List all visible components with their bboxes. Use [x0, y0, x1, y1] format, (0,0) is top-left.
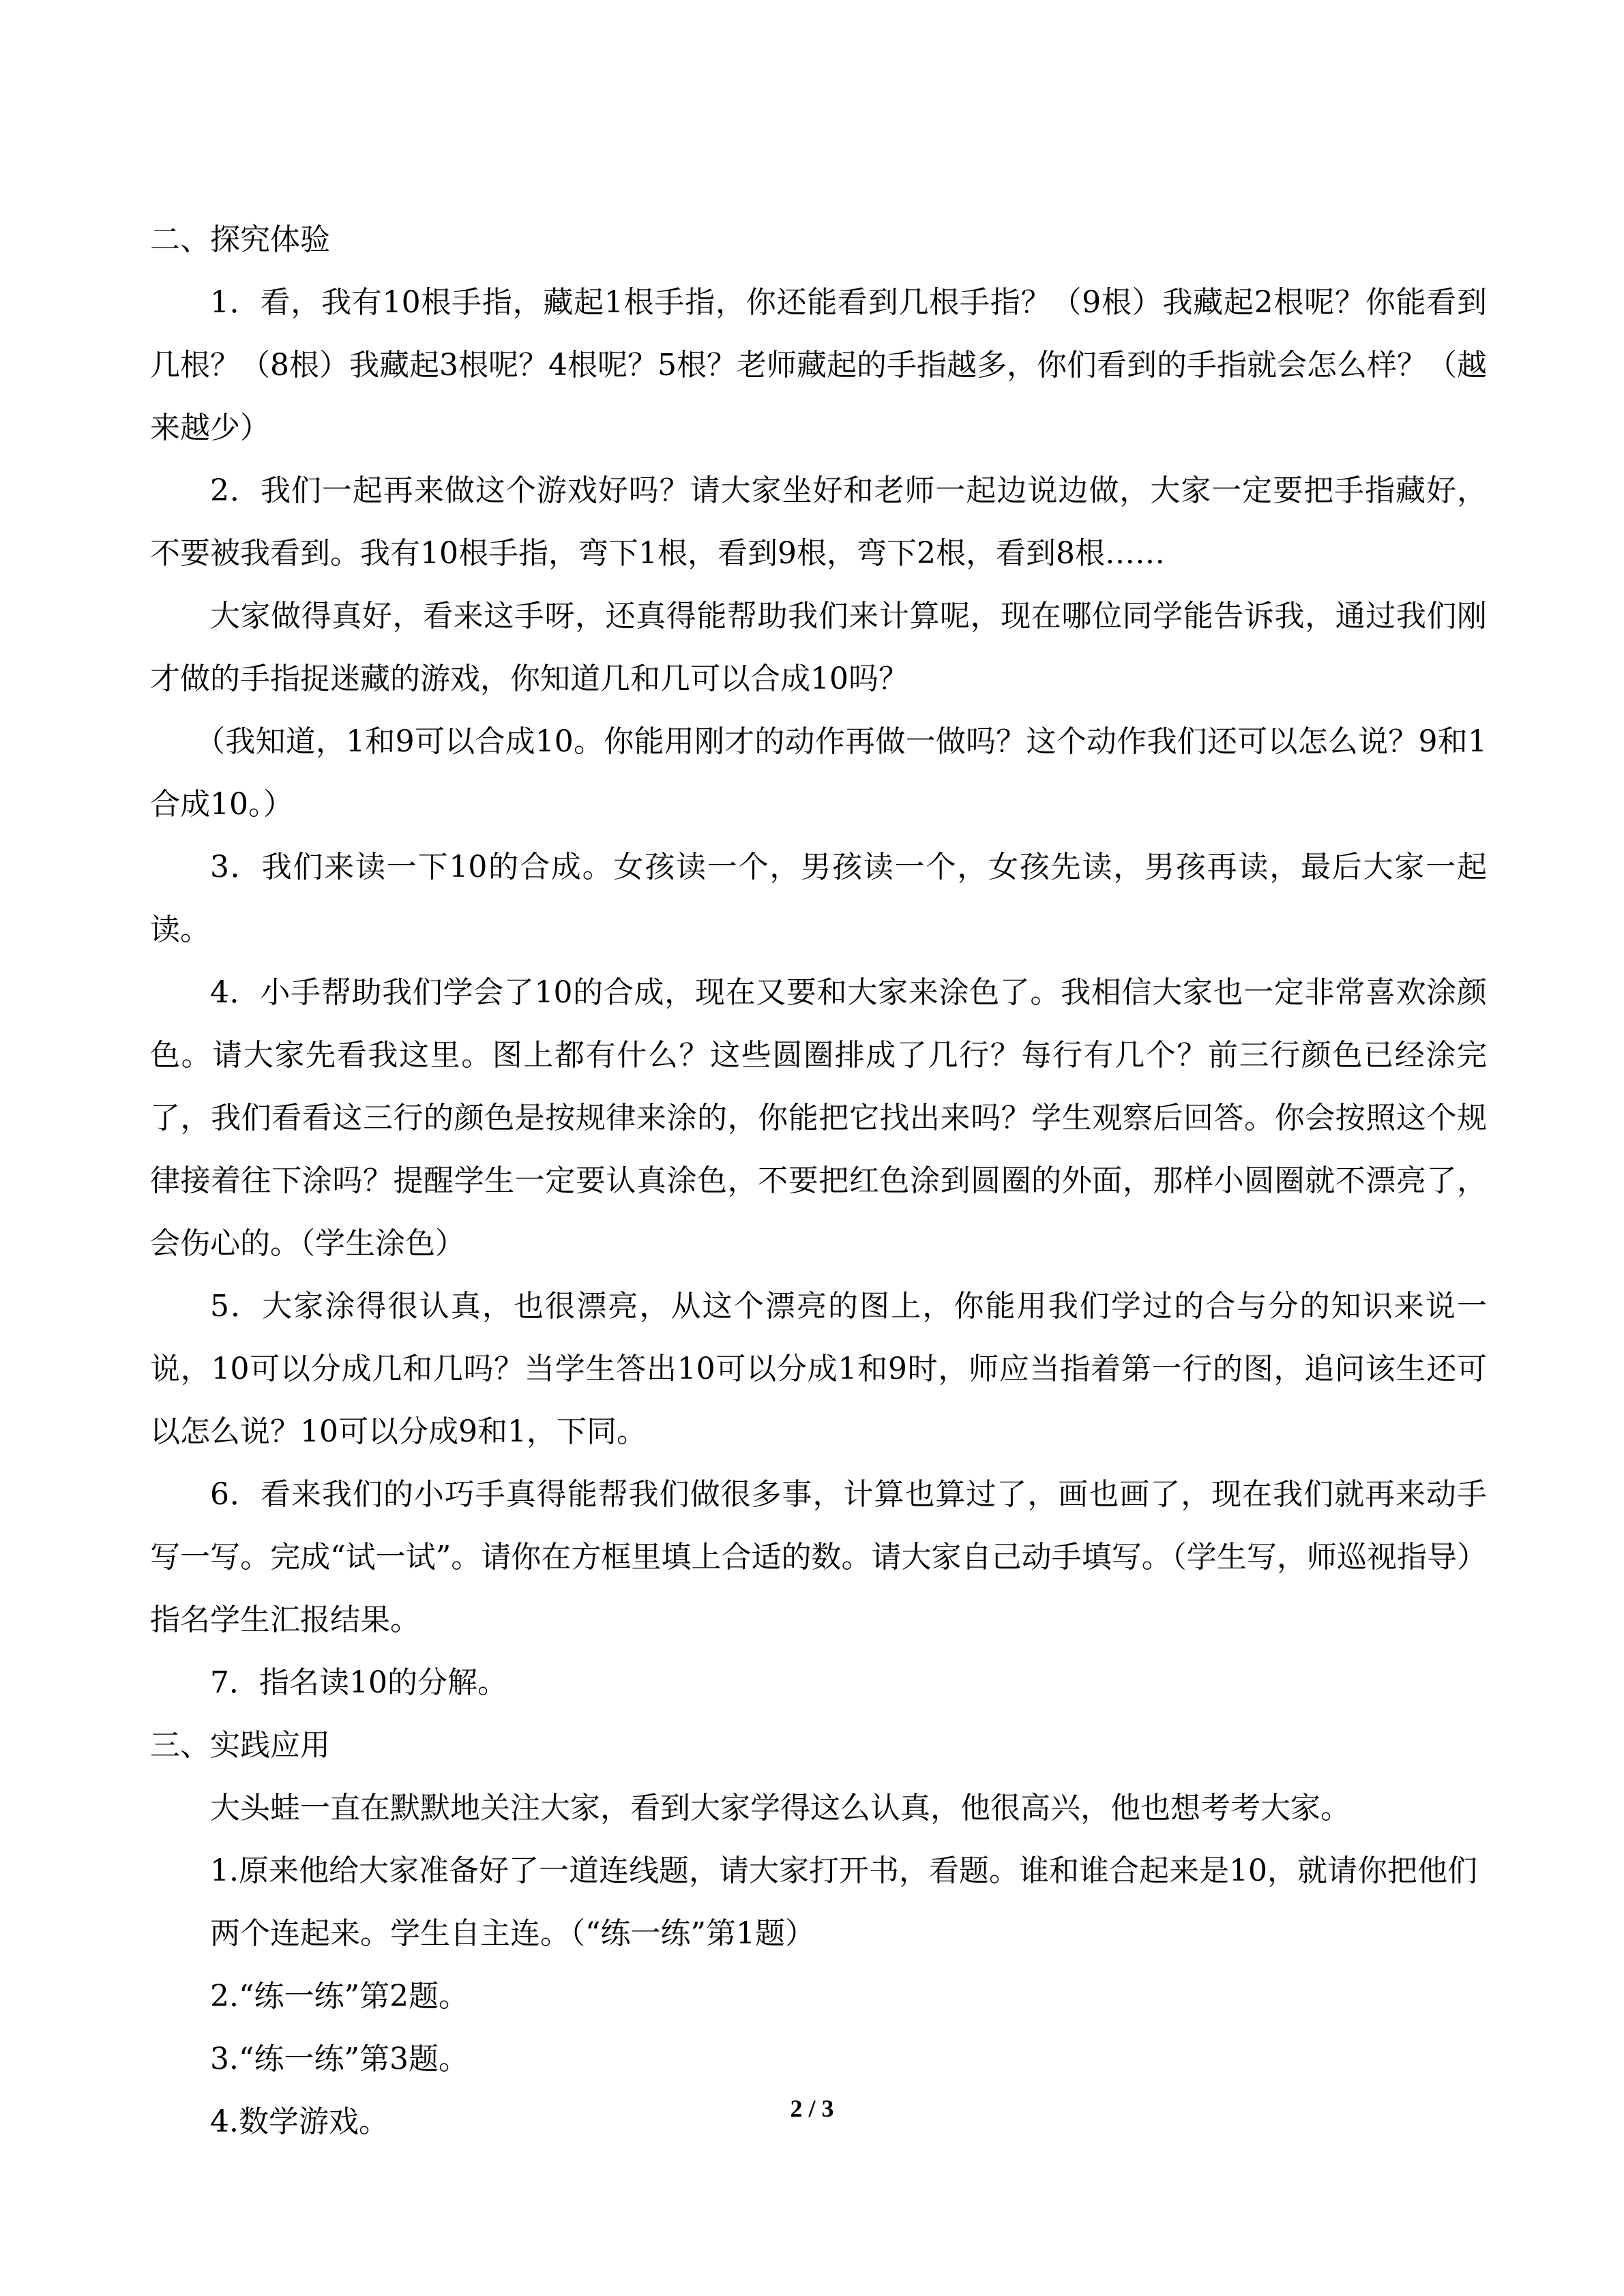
- paragraph: 2．我们一起再来做这个游戏好吗？请大家坐好和老师一起边说边做，大家一定要把手指藏好，不要被我看到。我有10根手指，弯下1根，看到9根，弯下2根，看到8根……: [150, 473, 1487, 571]
- paragraph: 7．指名读10的分解。: [210, 1665, 507, 1700]
- paragraph: 2.“练一练”第2题。: [210, 1979, 469, 2014]
- section-heading-practice: 三、实践应用: [150, 1728, 330, 1763]
- paragraph: 3．我们来读一下10的合成。女孩读一个，男孩读一个，女孩先读，男孩再读，最后大家一起读。: [150, 850, 1487, 947]
- document-body: [150, 209, 1487, 2153]
- paragraph: 6．看来我们的小巧手真得能帮我们做很多事，计算也算过了，画也画了，现在我们就再来动手写一写。完成“试一试”。请你在方框里填上合适的数。请大家自己动手填写。（学生写，师巡视指导）指名学生汇报结果。: [150, 1477, 1487, 1637]
- paragraph: 大头蛙一直在默默地关注大家，看到大家学得这么认真，他很高兴，他也想考考大家。: [210, 1791, 1350, 1825]
- paragraph: 3.“练一练”第3题。: [210, 2042, 469, 2076]
- paragraph: 4.数学游戏。: [210, 2104, 389, 2139]
- paragraph: 4．小手帮助我们学会了10的合成，现在又要和大家来涂色了。我相信大家也一定非常喜欢涂颜色。请大家先看我这里。图上都有什么？这些圆圈排成了几行？每行有几个？前三行颜色已经涂完了，我们看看这三行的颜色是按规律来涂的，你能把它找出来吗？学生观察后回答。你会按照这个规律接着往下涂吗？提醒学生一定要认真涂色，不要把红色涂到圆圈的外面，那样小圆圈就不漂亮了，会伤心的。（学生涂色）: [150, 975, 1487, 1261]
- paragraph: 1．看，我有10根手指，藏起1根手指，你还能看到几根手指？（9根）我藏起2根呢？你能看到几根？（8根）我藏起3根呢？4根呢？5根？老师藏起的手指越多，你们看到的手指就会怎么样？（越来越少）: [150, 285, 1487, 445]
- section-heading-exploration: 二、探究体验: [150, 222, 330, 257]
- paragraph: 5．大家涂得很认真，也很漂亮，从这个漂亮的图上，你能用我们学过的合与分的知识来说一说，10可以分成几和几吗？当学生答出10可以分成1和9时，师应当指着第一行的图，追问该生还可以怎么说？10可以分成9和1，下同。: [150, 1289, 1487, 1449]
- page-number: 2 / 3: [790, 2095, 834, 2122]
- paragraph: 1.原来他给大家准备好了一道连线题，请大家打开书，看题。谁和谁合起来是10，就请你把他们两个连起来。学生自主连。（“练一练”第1题）: [210, 1853, 1477, 1951]
- paragraph: 大家做得真好，看来这手呀，还真得能帮助我们来计算呢，现在哪位同学能告诉我，通过我们刚才做的手指捉迷藏的游戏，你知道几和几可以合成10吗？: [150, 599, 1487, 696]
- paragraph: （我知道，1和9可以合成10。你能用刚才的动作再做一做吗？这个动作我们还可以怎么说？9和1合成10。）: [150, 724, 1487, 822]
